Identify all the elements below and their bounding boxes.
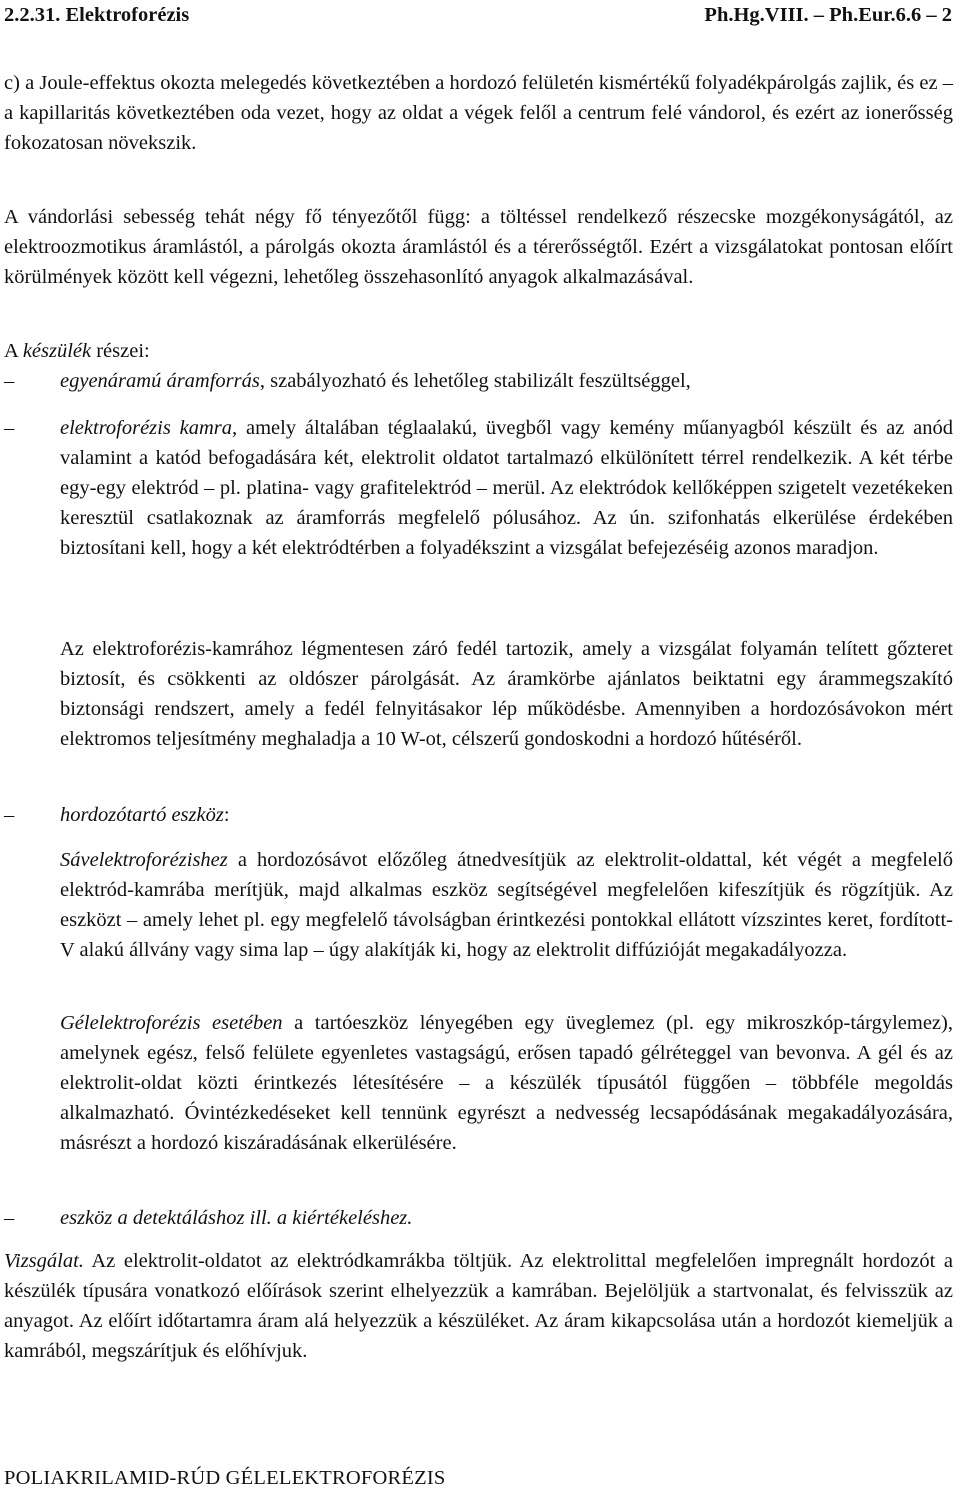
list-dash-4: –	[4, 1207, 15, 1229]
item-term: egyenáramú áramforrás	[60, 370, 260, 392]
list-item-detection	[60, 1203, 953, 1233]
procedure-text: Az elektrolit-oldatot az elektródkamrákba töltjük. Az elektrolittal megfelelően impregnált hordozót a készülék típusára vonatkozó előírások szerint elhelyezzük a kamrában. Bejelöljük a startvonalat, és felvisszük az anyagot. Az előírt időtartamra áram alá helyezzük a készüléket. Az áram kikapcsolása után a hordozót kiemeljük a kamrából, megszárítjuk és előhívjuk.	[4, 1250, 953, 1362]
apparatus-heading-suffix: részei:	[91, 340, 150, 362]
item-text: :	[223, 804, 230, 826]
item-term: hordozótartó eszköz	[60, 804, 224, 826]
item-text: a tartóeszköz lényegében egy üveglemez (pl. egy mikroszkóp-tárgylemez), amelynek egész, felső felülete egyenletes vastagságú, erősen tapadó gélréteggel van bevonva. A gél és az elektrolit-oldat közti érintkezés létesítésére – a készülék típusától függően – többféle megoldás alkalmazható. Óvintézkedéseket kell tennünk egyrészt a nedvesség lecsapódásának megakadályozására, másrészt a hordozó kiszáradásának elkerülésére.	[60, 1012, 953, 1154]
paragraph-migration-speed: A vándorlási sebesség tehát négy fő tényezőtől függ: a töltéssel rendelkező részecske mozgékonyságától, az elektroozmotikus áramlástól, a párolgás okozta áramlástól és a térerősségtől. Ezért a vizsgálatokat pontosan előírt körülmények között kell végezni, lehetőleg összehasonlító anyagok alkalmazásával.	[4, 206, 953, 288]
list-dash-2: –	[4, 417, 15, 439]
list-item-support-holder	[60, 800, 953, 830]
paragraph-chamber-lid: Az elektroforézis-kamrához légmentesen záró fedél tartozik, amely a vizsgálat folyamán telített gőzteret biztosít, és csökkenti az oldószer párolgását. Az áramkörbe ajánlatos beiktatni egy árammegszakító biztonsági rendszert, amely a fedél felnyitásakor lép működésbe. Amennyiben a hordozósávokon mért elektromos teljesítmény meghaladja a 10 W-ot, célszerű gondoskodni a hordozó hűtéséről.	[60, 638, 953, 750]
list-item-chamber	[60, 413, 953, 563]
item-term: elektroforézis kamra,	[60, 417, 238, 439]
list-item-power-supply	[60, 366, 953, 396]
paragraph-gel-electrophoresis	[60, 1008, 953, 1158]
paragraph-procedure	[4, 1246, 953, 1366]
item-term: eszköz a detektáláshoz ill. a kiértékeléshez.	[60, 1207, 413, 1229]
item-text: a hordozósávot előzőleg átnedvesítjük az elektrolit-oldattal, két végét a megfelelő elektród-kamrába merítjük, majd alkalmas eszköz segítségével megfelelően kifeszítjük és rögzítjük. Az eszközt – amely lehet pl. egy megfelelő távolságban érintkezési pontokkal ellátott vízszintes keret, fordított-V alakú állvány vagy sima lap – úgy alakítják ki, hogy az elektrolit diffúzióját megakadályozza.	[60, 849, 953, 961]
header-pharmacopoeia-ref: Ph.Hg.VIII. – Ph.Eur.6.6 – 2	[704, 4, 952, 26]
procedure-label: Vizsgálat.	[4, 1250, 84, 1272]
item-text: amely általában téglaalakú, üvegből vagy kemény műanyagból készült és az anód valamint a katód befogadására két, elektrolit oldatot tartalmazó elkülönített térrel rendelkezik. A két térbe egy-egy elektród – pl. platina- vagy grafitelektród – merül. Az elektródok kellőképpen szigetelt vezetékeken keresztül csatlakoznak az áramforrás megfelelő pólusához. Az ún. szifonhatás elkerülése érdekében biztosítani kell, hogy a két elektródtérben a folyadékszint a vizsgálat befejezéséig azonos maradjon.	[60, 417, 953, 559]
item-term: Gélelektroforézis esetében	[60, 1012, 283, 1034]
page-header	[4, 0, 952, 30]
item-text: , szabályozható és lehetőleg stabilizált feszültséggel,	[259, 370, 691, 392]
section-heading-polyacrylamide: POLIAKRILAMID-RÚD GÉLELEKTROFORÉZIS	[4, 1467, 446, 1489]
apparatus-heading-em: készülék	[22, 340, 92, 362]
item-term: Sávelektroforézishez	[60, 849, 228, 871]
header-section-title: 2.2.31. Elektroforézis	[4, 4, 190, 26]
list-dash-1: –	[4, 370, 15, 392]
paragraph-c: c) a Joule-effektus okozta melegedés következtében a hordozó felületén kismértékű folyadékpárolgás zajlik, és ez – a kapillaritás következtében oda vezet, hogy az oldat a végek felől a centrum felé vándorol, és ezért az ionerősség fokozatosan növekszik.	[4, 72, 953, 154]
apparatus-heading-prefix: A	[4, 340, 23, 362]
paragraph-strip-electrophoresis	[60, 845, 953, 965]
list-dash-3: –	[4, 804, 15, 826]
apparatus-heading	[4, 336, 953, 366]
